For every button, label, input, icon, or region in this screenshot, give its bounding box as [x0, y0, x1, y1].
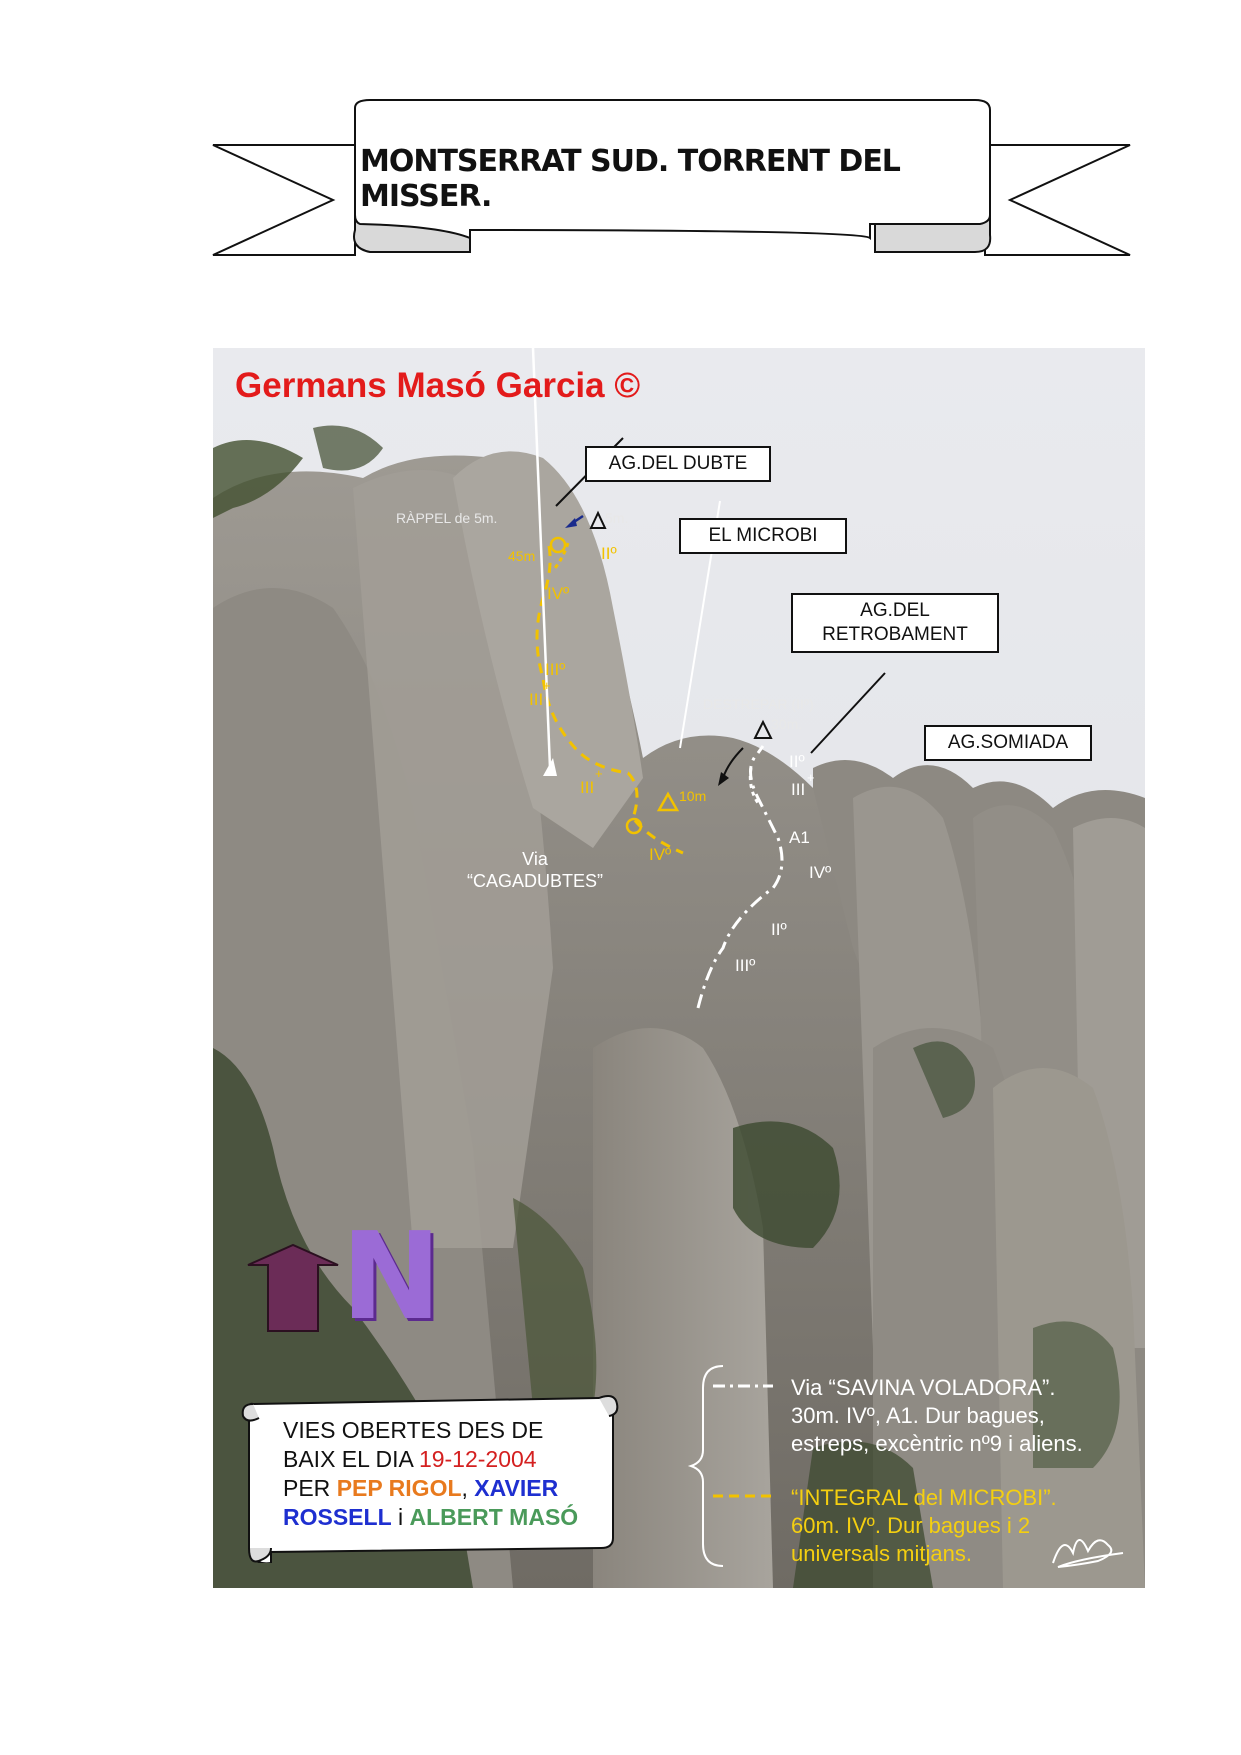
- legend-line: 30m. IVº, A1. Dur bagues,: [791, 1403, 1045, 1428]
- five-m-label: 5m.: [605, 510, 629, 526]
- scroll-line-3: PER PEP RIGOL, XAVIER: [283, 1475, 559, 1501]
- label-ag-somiada: AG.SOMIADA: [924, 725, 1092, 761]
- via-label-line2: “CAGADUBTES”: [466, 871, 603, 891]
- grade-label: IIº: [601, 544, 617, 563]
- legend-line: 60m. IVº. Dur bagues i 2: [791, 1513, 1031, 1538]
- label-el-microbi: EL MICROBI: [679, 518, 847, 554]
- name-rossell: ROSSELL: [283, 1504, 392, 1530]
- scroll-line-1: VIES OBERTES DES DE: [283, 1417, 544, 1443]
- copyright-credit: Germans Masó Garcia ©: [235, 366, 641, 405]
- via-label-line1: Via: [522, 849, 548, 869]
- legend-savina-voladora: [791, 1374, 1083, 1458]
- scroll-line-2: BAIX EL DIA 19-12-2004: [283, 1446, 537, 1472]
- topo-photo: [213, 348, 1145, 1588]
- grade-label: III: [580, 778, 595, 797]
- grade-label: III: [529, 690, 544, 709]
- name-pep-rigol: PEP RIGOL: [336, 1475, 462, 1501]
- name-xavier: XAVIER: [474, 1475, 559, 1501]
- name-albert-maso: ALBERT MASÓ: [409, 1504, 579, 1530]
- legend-line: Via “SAVINA VOLADORA”.: [791, 1375, 1056, 1400]
- info-scroll: [231, 1388, 631, 1563]
- destrepar-label: DESTREPAR (IIº): [703, 696, 814, 712]
- via-cagadubtes-label: [455, 848, 615, 892]
- label-ag-del-dubte: AG.DEL DUBTE: [585, 446, 771, 482]
- grade-label: IIIº: [735, 956, 756, 975]
- legend-graphic: [683, 1358, 783, 1578]
- grade-label: III: [791, 780, 806, 799]
- banner-title: MONTSERRAT SUD. TORRENT DEL MISSER.: [360, 144, 900, 214]
- signature-mark: [1048, 1523, 1128, 1573]
- grade-label: IVº: [809, 863, 832, 882]
- legend-line: estreps, excèntric nº9 i aliens.: [791, 1431, 1083, 1456]
- grade-label: IIº: [771, 920, 787, 939]
- forty-five-m-label: 45m: [508, 548, 536, 564]
- scroll-line-4: ROSSELL i ALBERT MASÓ: [283, 1504, 579, 1530]
- legend-line: universals mitjans.: [791, 1541, 972, 1566]
- grade-label: IVº: [649, 845, 672, 864]
- scroll-text: [283, 1416, 578, 1532]
- north-indicator: N: [341, 1208, 442, 1347]
- grade-label: IVº: [547, 584, 570, 603]
- legend-line: “INTEGRAL del MICROBI”.: [791, 1485, 1057, 1510]
- plus-mark: +: [807, 770, 815, 785]
- legend-integral-microbi: [791, 1484, 1057, 1568]
- plus-mark: +: [595, 766, 603, 781]
- grade-label: IIIº: [545, 660, 566, 679]
- rappel-label: RÀPPEL de 5m.: [396, 510, 498, 526]
- grade-label: IIº: [789, 752, 805, 771]
- ten-m-label: 10m: [679, 788, 707, 804]
- date: 19-12-2004: [418, 1446, 537, 1472]
- label-ag-del-retrobament: AG.DEL RETROBAMENT: [791, 593, 999, 653]
- title-banner: [0, 0, 1241, 300]
- thirty-m-label: 30m.: [771, 716, 803, 732]
- a1-label: A1: [789, 828, 810, 847]
- plus-mark: +: [543, 678, 551, 693]
